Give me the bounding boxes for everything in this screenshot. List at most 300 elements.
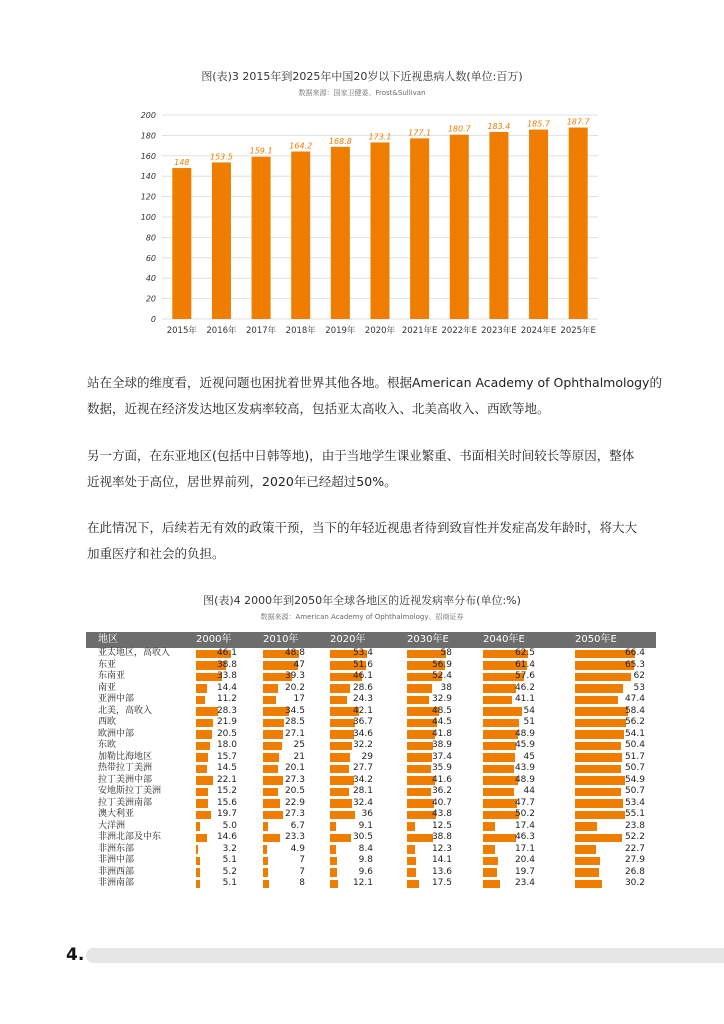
value-label: 32.9	[431, 694, 452, 704]
value-label: 39.3	[284, 671, 305, 681]
value-label: 53.4	[624, 797, 645, 808]
value-label: 45	[523, 751, 535, 762]
table-cell-value	[483, 878, 535, 890]
value-label: 50.7	[624, 763, 645, 773]
table-cell-value	[196, 752, 237, 764]
value-label: 5.1	[222, 878, 237, 888]
table-cell-value	[263, 694, 305, 706]
data-bar	[196, 684, 207, 693]
value-label: 27.3	[284, 774, 305, 785]
value-label: 46.1	[216, 648, 237, 658]
table-cell-region: 热带拉丁美洲	[98, 763, 153, 773]
table-cell-value	[483, 683, 535, 695]
data-bar	[483, 765, 514, 774]
table-row	[86, 855, 656, 867]
data-bar	[483, 811, 519, 820]
value-label: 14.1	[431, 855, 452, 865]
bar	[489, 132, 508, 319]
data-bar	[196, 742, 210, 751]
data-bar	[575, 673, 631, 682]
table-cell-value	[483, 671, 535, 683]
table-header-2010: 2010年	[263, 634, 299, 645]
table-cell-value	[407, 683, 452, 695]
table-cell-value	[483, 706, 535, 718]
data-bar	[407, 880, 419, 889]
table-cell-value	[575, 752, 645, 764]
table-cell-value	[196, 867, 237, 879]
data-bar	[483, 868, 497, 877]
data-bar	[263, 730, 283, 739]
table-header-2040e: 2040年E	[483, 634, 525, 645]
value-label: 7	[299, 855, 305, 865]
data-bar	[330, 868, 337, 877]
bar-data-label: 185.7	[527, 119, 550, 129]
data-bar	[196, 868, 200, 877]
table-cell-value	[330, 855, 373, 867]
table-cell-region: 加勒比海地区	[98, 751, 153, 762]
value-label: 15.7	[216, 751, 237, 762]
table-cell-value	[575, 878, 645, 890]
data-bar	[330, 822, 336, 831]
table-cell-value	[407, 740, 452, 752]
table-cell-value	[263, 798, 305, 810]
table-header-region: 地区	[98, 634, 118, 645]
table-cell-value	[407, 844, 452, 856]
x-tick-label: 2025年E	[560, 326, 596, 336]
data-bar	[196, 707, 218, 716]
table-cell-value	[330, 706, 373, 718]
table-cell-value	[575, 844, 645, 856]
data-bar	[263, 765, 278, 774]
value-label: 61.4	[514, 659, 535, 670]
value-label: 27.9	[624, 855, 645, 865]
table-cell-value	[263, 717, 305, 729]
table-cell-value	[263, 752, 305, 764]
data-bar	[407, 776, 435, 785]
table-cell-region: 非洲北部及中东	[98, 832, 162, 842]
table-cell-value	[196, 798, 237, 810]
x-tick-label: 2024年E	[520, 326, 557, 336]
bar-data-label: 148	[174, 158, 190, 168]
data-bar	[483, 707, 522, 716]
table-cell-value	[330, 671, 373, 683]
bar	[212, 162, 231, 319]
bar	[529, 130, 548, 319]
table-row	[86, 740, 656, 752]
table-cell-value	[575, 775, 645, 787]
value-label: 38.8	[216, 659, 237, 670]
table-row	[86, 752, 656, 764]
bar-data-label: 180.7	[447, 124, 471, 134]
value-label: 44.5	[431, 717, 452, 727]
value-label: 48.5	[431, 705, 452, 716]
value-label: 51	[523, 717, 535, 727]
value-label: 56.2	[624, 717, 645, 727]
table-cell-value	[196, 740, 237, 752]
data-bar	[263, 753, 279, 762]
value-label: 17.5	[431, 878, 452, 888]
data-bar	[196, 788, 208, 797]
value-label: 17	[293, 694, 305, 704]
x-tick-label: 2018年	[285, 326, 316, 336]
table-cell-value	[575, 809, 645, 821]
paragraph-3-line-2: 加重医疗和社会的负担。	[87, 546, 225, 561]
data-bar	[575, 719, 626, 728]
data-bar	[483, 684, 516, 693]
table-cell-region: 拉丁美洲南部	[98, 797, 153, 808]
table-cell-value	[330, 763, 373, 775]
value-label: 20.4	[514, 855, 535, 865]
value-label: 52.4	[431, 671, 452, 681]
table-cell-value	[407, 798, 452, 810]
x-tick-label: 2021年E	[401, 326, 438, 336]
data-bar	[575, 684, 623, 693]
value-label: 41.8	[431, 728, 452, 739]
value-label: 62.5	[514, 648, 535, 658]
value-label: 42.1	[352, 705, 373, 716]
table-cell-value	[196, 648, 237, 660]
paragraph-3-line-1: 在此情况下，后续若无有效的政策干预，当下的年轻近视患者待到致盲性并发症高发年龄时，将大大	[87, 520, 638, 535]
table-cell-value	[196, 775, 237, 787]
value-label: 35.9	[431, 763, 452, 773]
value-label: 38.9	[431, 740, 452, 750]
table-cell-value	[575, 763, 645, 775]
table-cell-value	[483, 867, 535, 879]
table-row	[86, 821, 656, 833]
value-label: 58	[440, 648, 452, 658]
table-cell-value	[196, 832, 237, 844]
table-cell-value	[407, 867, 452, 879]
bar	[410, 138, 429, 319]
table-cell-value	[407, 855, 452, 867]
paragraph-1	[87, 370, 662, 422]
value-label: 29	[361, 751, 373, 762]
value-label: 46.1	[352, 671, 373, 681]
table-cell-value	[407, 775, 452, 787]
value-label: 65.3	[624, 659, 645, 670]
data-bar	[330, 776, 354, 785]
data-bar	[483, 696, 512, 705]
table-row	[86, 763, 656, 775]
table-cell-value	[575, 660, 645, 672]
bar-data-label: 159.1	[249, 146, 273, 156]
data-bar	[483, 788, 514, 797]
table-cell-value	[330, 683, 373, 695]
value-label: 46.3	[514, 832, 535, 842]
value-label: 13.6	[431, 866, 452, 877]
value-label: 5.1	[222, 855, 237, 865]
value-label: 36.7	[352, 717, 373, 727]
table-cell-value	[483, 694, 535, 706]
data-bar	[263, 845, 267, 854]
data-bar	[575, 707, 628, 716]
paragraph-3	[87, 515, 662, 567]
table-cell-value	[196, 671, 237, 683]
value-label: 38.8	[431, 832, 452, 842]
table-cell-region: 安地斯拉丁美洲	[98, 786, 162, 796]
value-label: 38	[440, 682, 452, 693]
table-cell-value	[483, 717, 535, 729]
table-row	[86, 671, 656, 683]
data-bar	[407, 822, 415, 831]
table-cell-value	[196, 683, 237, 695]
data-bar	[196, 799, 208, 808]
value-label: 54.9	[624, 774, 645, 785]
data-bar	[483, 834, 516, 843]
value-label: 19.7	[216, 809, 237, 819]
value-label: 56.9	[431, 659, 452, 670]
value-label: 12.3	[431, 843, 452, 854]
table-cell-value	[330, 729, 373, 741]
value-label: 32.2	[352, 740, 373, 750]
data-bar	[263, 822, 268, 831]
data-bar	[483, 753, 515, 762]
table-cell-region: 东亚	[98, 659, 117, 670]
data-bar	[263, 799, 280, 808]
table-row	[86, 706, 656, 718]
table-cell-value	[483, 855, 535, 867]
table-cell-region: 非洲西部	[98, 866, 135, 877]
value-label: 7	[299, 866, 305, 877]
value-label: 28.5	[284, 717, 305, 727]
value-label: 50.2	[514, 809, 535, 819]
table-cell-value	[330, 775, 373, 787]
data-bar	[196, 834, 207, 843]
y-tick-label: 160	[140, 151, 156, 161]
value-label: 51.7	[624, 751, 645, 762]
value-label: 36.2	[431, 786, 452, 796]
data-bar	[483, 845, 495, 854]
table-row	[86, 809, 656, 821]
table-cell-value	[263, 878, 305, 890]
table-cell-value	[330, 786, 373, 798]
table-cell-value	[330, 717, 373, 729]
data-bar	[483, 730, 518, 739]
data-bar	[330, 742, 352, 751]
table-cell-value	[196, 763, 237, 775]
x-tick-label: 2022年E	[441, 326, 478, 336]
value-label: 30.2	[624, 878, 645, 888]
data-bar	[330, 788, 349, 797]
data-bar	[330, 730, 354, 739]
table-cell-value	[263, 706, 305, 718]
table-cell-region: 欧洲中部	[98, 728, 135, 739]
data-bar	[407, 834, 433, 843]
data-bar	[263, 684, 278, 693]
data-bar	[196, 719, 213, 728]
data-bar	[263, 788, 278, 797]
table-cell-value	[263, 660, 305, 672]
table-cell-value	[263, 855, 305, 867]
table-header-2020: 2020年	[330, 634, 366, 645]
bar-data-label: 183.4	[487, 121, 511, 131]
table-cell-value	[407, 729, 452, 741]
data-bar	[483, 776, 518, 785]
value-label: 21	[293, 751, 305, 762]
value-label: 50.4	[624, 740, 645, 750]
value-label: 27.3	[284, 809, 305, 819]
x-tick-label: 2016年	[206, 326, 237, 336]
table-header-row	[86, 632, 656, 648]
table-cell-value	[407, 660, 452, 672]
value-label: 15.2	[216, 786, 237, 796]
value-label: 11.2	[216, 694, 237, 704]
x-tick-label: 2015年	[166, 326, 197, 336]
table-cell-value	[575, 671, 645, 683]
data-bar	[483, 822, 495, 831]
table-row	[86, 867, 656, 879]
table-cell-region: 大洋洲	[98, 820, 126, 831]
value-label: 45.9	[514, 740, 535, 750]
table-cell-value	[483, 821, 535, 833]
table-cell-value	[330, 694, 373, 706]
value-label: 9.1	[358, 820, 373, 831]
data-bar	[196, 776, 213, 785]
value-label: 54	[523, 705, 535, 716]
value-label: 34.2	[352, 774, 373, 785]
table-cell-region: 东南亚	[98, 671, 126, 681]
data-bar	[407, 753, 432, 762]
table-cell-value	[483, 648, 535, 660]
table-row	[86, 775, 656, 787]
value-label: 8	[299, 878, 305, 888]
y-tick-label: 180	[140, 131, 156, 141]
table-cell-value	[196, 844, 237, 856]
data-bar	[483, 742, 516, 751]
data-bar	[196, 857, 200, 866]
table-cell-region: 非洲南部	[98, 878, 135, 888]
chart-figure3	[140, 106, 600, 338]
value-label: 5.2	[222, 866, 237, 877]
value-label: 9.6	[358, 866, 373, 877]
value-label: 43.9	[514, 763, 535, 773]
data-bar	[263, 811, 283, 820]
figure4-source: 数据来源：American Academy of Ophthalmology、招商证券	[260, 613, 464, 621]
data-bar	[575, 880, 602, 889]
table-row	[86, 660, 656, 672]
data-bar	[407, 730, 435, 739]
data-bar	[483, 719, 519, 728]
value-label: 14.5	[216, 763, 237, 773]
table-cell-value	[575, 729, 645, 741]
value-label: 12.1	[352, 878, 373, 888]
value-label: 22.7	[624, 843, 645, 854]
value-label: 48.8	[284, 648, 305, 658]
value-label: 22.9	[284, 797, 305, 808]
table-row	[86, 694, 656, 706]
table-cell-value	[407, 671, 452, 683]
data-bar	[263, 776, 283, 785]
bar	[569, 128, 588, 319]
bar	[252, 157, 271, 319]
table-cell-value	[330, 821, 373, 833]
data-bar	[196, 753, 208, 762]
value-label: 26.8	[624, 866, 645, 877]
data-bar	[575, 822, 597, 831]
x-tick-label: 2023年E	[481, 326, 517, 336]
data-bar	[575, 765, 621, 774]
data-bar	[196, 696, 205, 705]
table-cell-value	[483, 763, 535, 775]
table-cell-value	[263, 786, 305, 798]
table-cell-region: 亚太地区，高收入	[98, 648, 171, 658]
value-label: 66.4	[624, 648, 645, 658]
y-tick-label: 0	[150, 315, 156, 324]
table-cell-value	[575, 694, 645, 706]
table-cell-value	[196, 786, 237, 798]
table-cell-region: 西欧	[98, 717, 117, 727]
data-bar	[330, 880, 338, 889]
table-cell-value	[330, 740, 373, 752]
data-bar	[575, 868, 599, 877]
table-cell-region: 南亚	[98, 682, 117, 693]
x-tick-label: 2020年	[364, 326, 396, 336]
table-cell-value	[263, 832, 305, 844]
data-bar	[196, 765, 207, 774]
x-tick-label: 2019年	[325, 326, 356, 336]
table-cell-value	[575, 855, 645, 867]
table-cell-value	[330, 798, 373, 810]
value-label: 3.2	[222, 843, 237, 854]
table-cell-region: 拉丁美洲中部	[98, 774, 153, 785]
table-cell-value	[483, 740, 535, 752]
table-cell-value	[196, 809, 237, 821]
table-cell-value	[330, 844, 373, 856]
value-label: 14.6	[216, 832, 237, 842]
data-bar	[263, 696, 276, 705]
value-label: 53.4	[352, 648, 373, 658]
table-cell-value	[575, 821, 645, 833]
data-bar	[330, 765, 349, 774]
value-label: 4.9	[290, 843, 305, 854]
table-cell-value	[483, 729, 535, 741]
data-bar	[575, 742, 621, 751]
y-tick-label: 100	[140, 213, 156, 222]
table-row	[86, 844, 656, 856]
value-label: 34.5	[284, 705, 305, 716]
data-bar	[483, 799, 517, 808]
table-header-2030e: 2030年E	[407, 634, 449, 645]
table-cell-value	[407, 786, 452, 798]
table-cell-value	[407, 763, 452, 775]
table-cell-region: 北美，高收入	[98, 705, 153, 716]
value-label: 37.4	[431, 751, 452, 762]
table-cell-value	[263, 867, 305, 879]
table-cell-value	[407, 648, 452, 660]
value-label: 47	[293, 659, 305, 670]
value-label: 21.9	[216, 717, 237, 727]
value-label: 44	[523, 786, 535, 796]
table-cell-value	[407, 832, 452, 844]
table-cell-value	[196, 821, 237, 833]
table-cell-value	[407, 706, 452, 718]
table-cell-value	[263, 683, 305, 695]
value-label: 50.7	[624, 786, 645, 796]
bar-data-label: 177.1	[408, 128, 432, 138]
value-label: 33.8	[216, 671, 237, 681]
data-bar	[575, 834, 622, 843]
y-tick-label: 20	[145, 294, 156, 304]
value-label: 28.1	[352, 786, 373, 796]
value-label: 43.8	[431, 809, 452, 819]
value-label: 47.7	[514, 797, 535, 808]
table-cell-value	[330, 660, 373, 672]
data-bar	[330, 834, 351, 843]
value-label: 9.8	[358, 855, 373, 865]
bar-data-label: 168.8	[328, 136, 352, 146]
table-cell-value	[575, 798, 645, 810]
data-bar	[263, 719, 284, 728]
